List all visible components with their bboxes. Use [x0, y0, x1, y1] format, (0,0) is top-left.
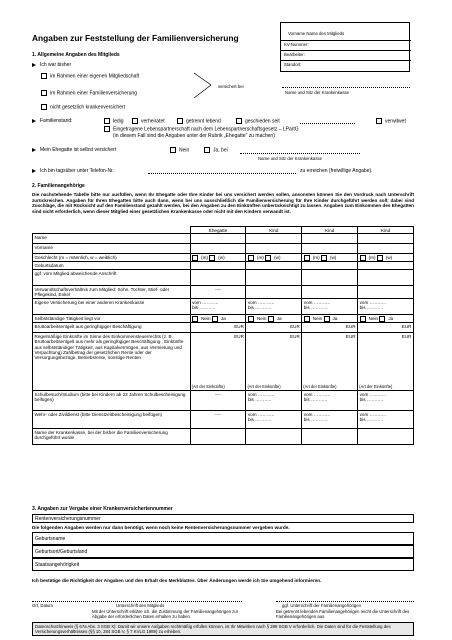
row-service: Wehr- oder Zivildienst (bitte Dienstzeitbescheinigung beifügen) [33, 411, 191, 429]
checkbox-separated[interactable] [177, 118, 183, 124]
row-income: Regelmäßige Einkünfte im Sinne des Einkommensteuerrechts (z. B. Bruttoarbeitsentgelt aus mehr als geringfügiger Beschäftigung , Einkünfte aus selbstständiger Tätigkeit, aus Kapitalvermögen, aus Vermietung und Verpachtung) Zahlbetrag der gesetzlichen Rente oder der Versorgungsbezüge, Betriebsrente, sonstige Renten [33, 333, 191, 391]
row-birth: Geburtsdatum [33, 262, 191, 270]
section2-heading: 2. Familienangehörige [32, 183, 85, 189]
birth-place-field[interactable] [32, 545, 414, 558]
marital-row: Familienstand: [32, 118, 432, 124]
form-title: Angaben zur Feststellung der Familienversicherung [32, 33, 239, 43]
section2-intro: Die nachstehende Tabelle bitte nur ausfüllen, wenn Ihr Ehegatte oder Ihre Kinder bei uns versichert werden sollen, ansonsten können Sie den Vordruck nach Unterschrift zurückreichen. Angaben für Ihren Ehegatten bitte auch dann, wenn bei uns ausschließlich die Familienversicherung für Ihre Kinder durchgeführt werden soll; dabei sind Zuschläge, die mit Rücksicht auf den Familienstand gezahlt werden, bei den Angaben zu den Einkünften unberücksichtigt zu lassen. Angaben zum Einkommen des Ehegatten sind nicht erforderlich, wenn dieser Mitglied einer gesetzlichen Krankenkasse oder nicht mit den Kindern verwandt ist. [32, 192, 414, 214]
dash-cell: ---- [190, 286, 246, 299]
input-cell[interactable] [190, 429, 246, 445]
input-cell[interactable] [358, 429, 414, 445]
checkbox-partnership[interactable] [104, 126, 110, 132]
bullet-arrow-icon [32, 119, 36, 123]
col-child-2: Kind [302, 227, 358, 234]
confirmation-text: Ich bestätige die Richtigkeit der Angaben und den Erhalt des Merkblattes. Über Änderungen werde ich Sie umgehend informieren. [32, 578, 322, 583]
row-gender: Geschlecht (m = männlich, w = weiblich) [33, 254, 191, 262]
member-signature-label: Unterschrift des Mitglieds [116, 603, 165, 608]
opt-not-insured[interactable]: nicht gesetzlich krankenversichert [41, 104, 125, 110]
col-child-1: Kind [246, 227, 302, 234]
section1-heading: 1. Allgemeine Angaben des Mitglieds [32, 52, 120, 58]
checkbox-own[interactable] [41, 73, 47, 79]
spouse-no[interactable]: Nein [170, 147, 189, 153]
input-cell[interactable] [358, 286, 414, 299]
input-cell[interactable] [358, 244, 414, 254]
checkbox-none[interactable] [41, 104, 47, 110]
table-row [33, 323, 414, 333]
checkbox-divorced[interactable] [236, 118, 242, 124]
input-cell[interactable] [246, 270, 302, 286]
table-row: Wehr- oder Zivildienst (bitte Dienstzeitbescheinigung beifügen) ---- vom ……….. bis ……….. vom ……….. bis ……….. vom ……….. bis ……….. [33, 411, 414, 429]
table-row [33, 270, 414, 286]
table-row: Selbstständige Tätigkeit liegt vor Nein Ja Nein Ja Nein Ja Nein Ja [33, 315, 414, 323]
opt-family-insurance[interactable]: im Rahmen einer Familienversicherung [41, 90, 137, 96]
checkbox-m[interactable] [304, 255, 310, 261]
member-note: Mit der Unterschrift erkläre ich, die Zustimmung der Familienangehörigen zur Abgabe der erforderlichen Daten erhalten zu haben. [92, 609, 239, 620]
checkbox-spouse-yes[interactable] [204, 147, 210, 153]
section3-note: Die folgenden Angaben werden nur dann benötigt, wenn noch keine Rentenversicherungsnummer vergeben wurde. [32, 525, 290, 530]
col-spouse: Ehegatte [190, 227, 246, 234]
eur-cell[interactable]: EUR [246, 323, 302, 333]
bracket-arrow-icon [193, 72, 213, 100]
checkbox-single[interactable] [104, 118, 110, 124]
marital-divorced[interactable]: geschieden seit [236, 118, 280, 124]
section3-heading: 3. Angaben zur Vergabe einer Krankenversichertennummer [32, 506, 173, 512]
checkbox-widowed[interactable] [376, 118, 382, 124]
row-fund-name: Name der Krankenkasse, bei der bisher die Familienversicherung durchgeführt wurde [33, 429, 191, 445]
location-label: Standort: [284, 62, 302, 67]
checkbox-yes[interactable] [324, 316, 330, 322]
marital-partnership[interactable]: Eingetragene Lebenspartnerschaft nach dem Lebenspartnerschaftsgesetz – LPartG [104, 126, 299, 132]
eur-cell[interactable]: EUR [190, 323, 246, 333]
privacy-notice [32, 622, 414, 636]
col-child-3: Kind [358, 227, 414, 234]
kv-number-label: KV-Nummer: [284, 42, 309, 47]
input-cell[interactable] [358, 270, 414, 286]
input-cell[interactable] [246, 429, 302, 445]
eur-cell[interactable]: EUR [358, 323, 414, 333]
row-own-insurance: Eigene Versicherung bei einer anderen Krankenkasse [33, 299, 191, 315]
birth-place-label: Geburtsort/Geburtsland [35, 549, 88, 555]
spouse-insured-label: Mein Ehegatte ist selbst versichert [32, 147, 116, 153]
nationality-label: Staatsangehörigkeit [35, 562, 80, 568]
pension-number-field[interactable] [32, 514, 414, 523]
relative-signature-field[interactable] [276, 601, 414, 602]
was-previously: Ich war bisher [32, 62, 71, 68]
insured-at-field[interactable] [282, 87, 410, 88]
row-school: Schulbesuch/Studium (bitte bei Kindern ab 23 Jahren Schulbescheinigung beifügen) [33, 391, 191, 411]
checkbox-m[interactable] [192, 255, 198, 261]
family-members-table [32, 226, 414, 445]
marital-married[interactable]: verheiratet [132, 118, 165, 124]
handler-label: Bearbeiter: [284, 52, 306, 57]
input-cell[interactable] [190, 270, 246, 286]
table-row: Regelmäßige Einkünfte im Sinne des Einkommensteuerrechts (z. B. Bruttoarbeitsentgelt aus mehr als geringfügiger Beschäftigung , Einkünfte aus selbstständiger Tätigkeit, aus Kapitalvermögen, aus Vermietung und Verpachtung) Zahlbetrag der gesetzlichen Rente oder der Versorgungsbezüge, Betriebsrente, sonstige Renten EUR (Art der Einkünfte) EUR (Art der Einkünfte) EUR (Art der Einkünfte) EUR (Art der Einkünfte) [34, 333, 412, 389]
marital-widowed[interactable]: verwitwet [376, 118, 406, 124]
table-row: Schulbesuch/Studium (bitte bei Kindern ab 23 Jahren Schulbescheinigung beifügen) ---- vom ……….. bis ……….. vom ……….. bis ……….. vom ……….. bis ……….. [33, 391, 414, 411]
marital-separated[interactable]: getrennt lebend [177, 118, 221, 124]
input-cell[interactable] [246, 244, 302, 254]
input-cell[interactable] [190, 234, 246, 244]
phone-suffix: zu erreichen (freiwillige Angabe). [300, 168, 373, 174]
input-cell[interactable] [302, 429, 358, 445]
checkbox-no[interactable] [192, 316, 198, 322]
fund-caption-2: Name und Sitz der Krankenkasse [258, 156, 323, 161]
bullet-arrow-icon [32, 169, 36, 173]
birth-name-field[interactable] [32, 532, 414, 545]
input-cell[interactable] [246, 262, 302, 270]
checkbox-m[interactable] [360, 255, 366, 261]
checkbox-yes[interactable] [379, 316, 385, 322]
table-row: Geschlecht (m = männlich, w = weiblich) (m) (w) (m) (w) (m) (w) (m) (w) [33, 254, 414, 262]
checkbox-w[interactable] [321, 255, 327, 261]
spouse-yes[interactable]: Ja, bei [204, 147, 228, 153]
table-row [33, 234, 414, 244]
partnership-note: (in diesem Fall sind die Angaben unter der Rubrik „Ehegatte" zu machen) [113, 133, 275, 139]
input-cell[interactable] [190, 262, 246, 270]
input-cell[interactable] [302, 234, 358, 244]
input-cell[interactable] [358, 262, 414, 270]
place-date-field[interactable] [32, 601, 90, 602]
checkbox-yes[interactable] [268, 316, 274, 322]
checkbox-yes[interactable] [212, 316, 218, 322]
input-cell[interactable] [358, 234, 414, 244]
checkbox-married[interactable] [132, 118, 138, 124]
input-cell[interactable] [302, 262, 358, 270]
row-name: Name [33, 234, 191, 244]
row-first-name: Vorname [33, 244, 191, 254]
fund-caption: Name und Sitz der Krankenkasse [285, 90, 350, 95]
relative-note: Bei getrennt lebenden Familienangehörigen reicht die Unterschrift des Familienangehörigen aus. [276, 609, 410, 620]
bullet-arrow-icon [32, 63, 36, 67]
pension-number-label: Rentenversicherungsnummer [35, 516, 101, 522]
row-minijob: Bruttoarbeitsentgelt aus geringfügiger Beschäftigung [33, 323, 191, 333]
spouse-fund-field[interactable] [240, 153, 360, 154]
row-address: ggf. vom Mitglied abweichende Anschrift [33, 270, 191, 286]
table-row [33, 262, 414, 270]
table-row [33, 244, 414, 254]
input-cell[interactable] [246, 286, 302, 299]
checkbox-family[interactable] [41, 90, 47, 96]
table-row [33, 429, 414, 445]
input-cell[interactable] [190, 244, 246, 254]
checkbox-no[interactable] [248, 316, 254, 322]
nationality-field[interactable] [32, 558, 414, 571]
checkbox-no[interactable] [304, 316, 310, 322]
phone-field[interactable] [148, 173, 296, 174]
bullet-arrow-icon [32, 148, 36, 152]
input-cell[interactable] [246, 234, 302, 244]
relative-signature-label: ggf. Unterschrift der Familienangehörigen [282, 603, 362, 608]
divorced-since-field[interactable] [300, 123, 355, 124]
member-signature-field[interactable] [92, 601, 242, 602]
opt-own-membership[interactable]: im Rahmen einer eigenen Mitgliedschaft [41, 73, 139, 79]
birth-name-label: Geburtsname [35, 536, 66, 542]
input-cell[interactable] [302, 270, 358, 286]
dash-cell: ---- [190, 411, 246, 429]
checkbox-m[interactable] [248, 255, 254, 261]
input-cell[interactable] [302, 244, 358, 254]
phone-label: Ich bin tagsüber unter Telefon-Nr. [32, 168, 114, 174]
input-cell[interactable] [302, 286, 358, 299]
checkbox-spouse-no[interactable] [170, 147, 176, 153]
header-box [280, 22, 410, 72]
insured-name-label: Vorname Name des Mitglieds [288, 31, 345, 36]
row-relation: Verwandtschaftsverhältnis zum Mitglied: Sohn, Tochter, Stief- oder Pflegekind, Enkel [33, 286, 191, 299]
checkbox-w[interactable] [265, 255, 271, 261]
checkbox-w[interactable] [209, 255, 215, 261]
place-date-label: Ort, Datum [32, 603, 54, 608]
insured-at-label: versichert bei [218, 84, 244, 89]
checkbox-no[interactable] [360, 316, 366, 322]
row-self-employed: Selbstständige Tätigkeit liegt vor [33, 315, 191, 323]
table-row [33, 286, 414, 299]
dash-cell: ---- [190, 391, 246, 411]
checkbox-w[interactable] [377, 255, 383, 261]
marital-single[interactable]: ledig [104, 118, 124, 124]
eur-cell[interactable]: EUR [302, 323, 358, 333]
privacy-text: Datenschutzhinweis (§ 67a Abs. 3 SGB X): Damit wir unsere Aufgaben rechtmäßig erfüllen können, ist Ihr Mitwirken nach § 289 SGB V erforderlich. Die Daten sind für die Feststellung des Versicherungsverhältnisses (§§ 10, 284 SGB V, § 7 KVLG 1989) zu erheben. [35, 624, 391, 635]
table-row: Eigene Versicherung bei einer anderen Krankenkasse vom ……….. bis ……….. vom ……….. bis ……….. vom ……….. bis ……….. vom ……….. bis ……….. [33, 299, 414, 315]
